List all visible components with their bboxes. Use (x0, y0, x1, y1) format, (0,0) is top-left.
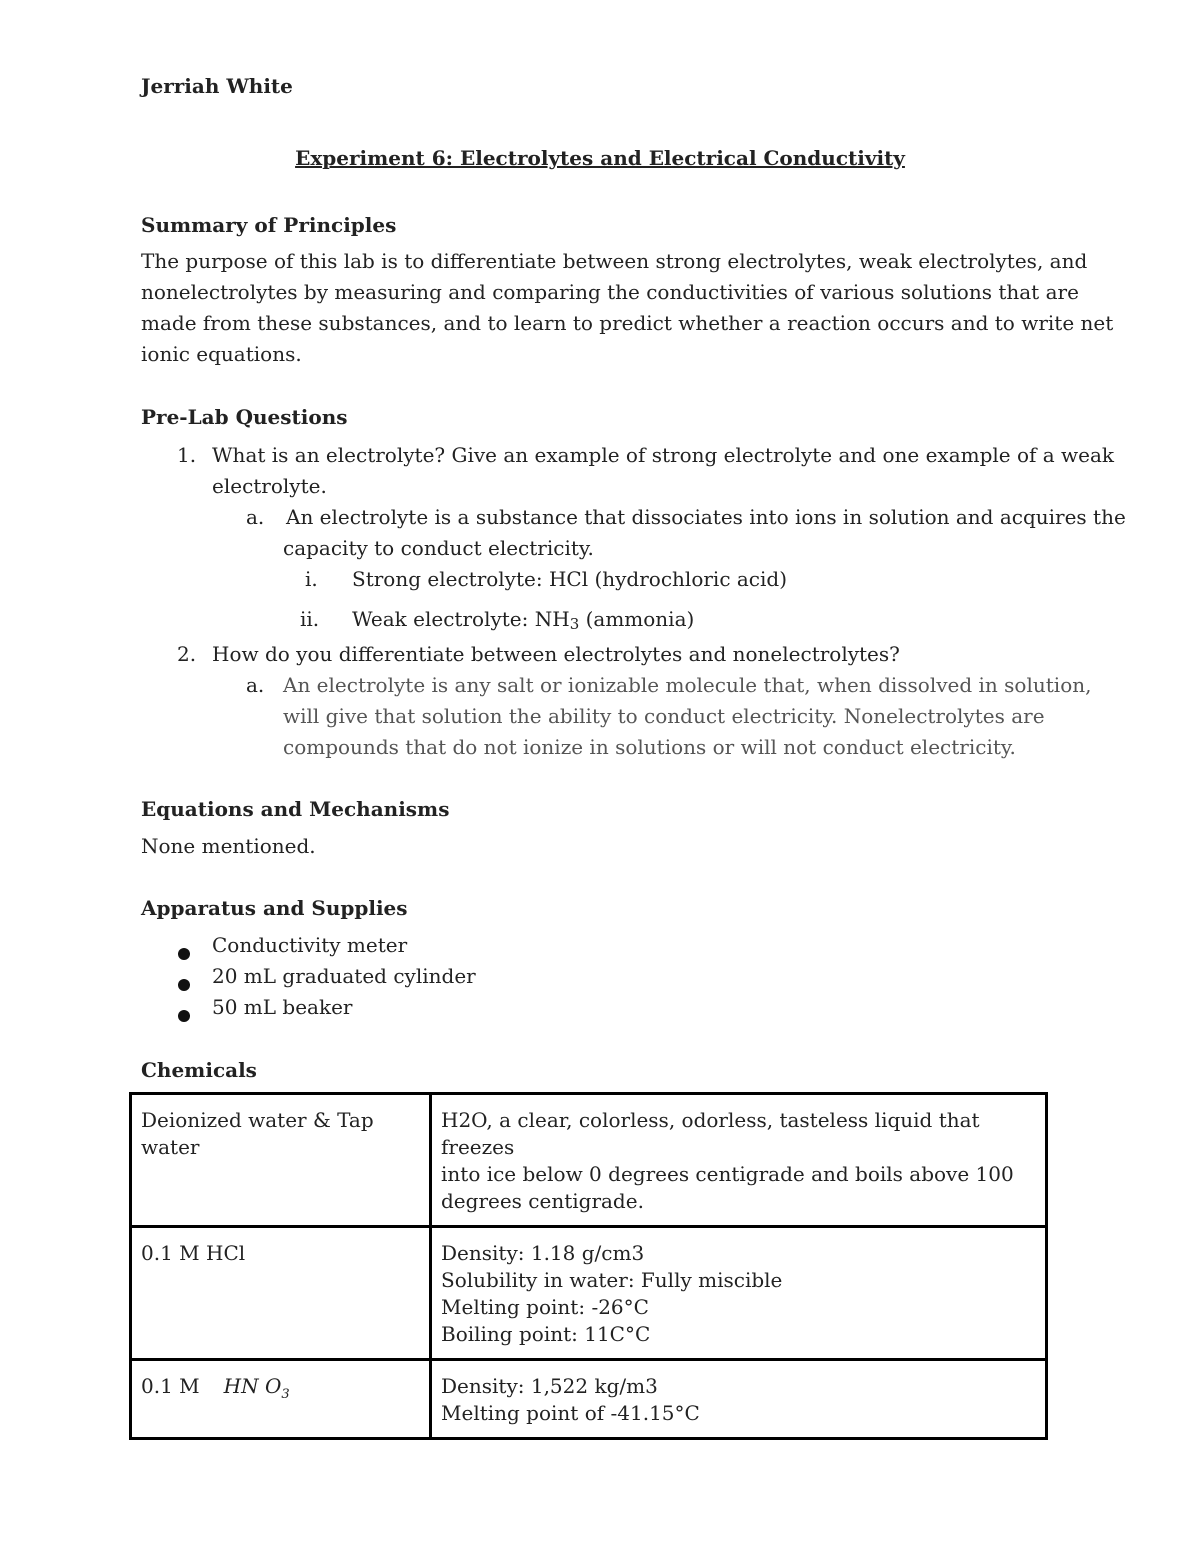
chemical-description-line: Density: 1,522 kg/m3 (441, 1374, 658, 1398)
table-row (131, 1360, 1047, 1439)
summary-line-4: ionic equations. (141, 342, 302, 366)
equations-text: None mentioned. (141, 834, 316, 858)
apparatus-item: Conductivity meter (212, 933, 408, 957)
chemical-description-line: Boiling point: 11C°C (441, 1322, 651, 1346)
chemical-name-line: Deionized water & Tap (141, 1108, 374, 1132)
question-2-line-1: How do you differentiate between electrolytes and nonelectrolytes? (212, 642, 900, 666)
answer-1a-line-1: An electrolyte is a substance that dissociates into ions in solution and acquires the (286, 505, 1126, 529)
bullet-icon (178, 1003, 190, 1027)
answer-1a-i-marker: i. (305, 567, 318, 591)
answer-1a-i-text: Strong electrolyte: HCl (hydrochloric acid) (352, 567, 787, 591)
chemical-description-cell (431, 1227, 1047, 1360)
chemical-name-cell (131, 1360, 431, 1439)
chemical-name-cell (131, 1227, 431, 1360)
chemical-name-line: water (141, 1135, 200, 1159)
apparatus-heading: Apparatus and Supplies (141, 896, 408, 920)
author-name: Jerriah White (141, 74, 293, 98)
chemical-description-cell (431, 1094, 1047, 1227)
table-row (131, 1227, 1047, 1360)
table-row (131, 1094, 1047, 1227)
document-title: Experiment 6: Electrolytes and Electrical Conductivity (295, 146, 905, 170)
answer-1a-ii-text: Weak electrolyte: $NH_3$ (ammonia) (352, 607, 695, 633)
chemicals-table (129, 1092, 1048, 1440)
chemical-description-line: H2O, a clear, colorless, odorless, tasteless liquid that freezes (441, 1108, 980, 1159)
chemical-description-line: Density: 1.18 g/cm3 (441, 1241, 645, 1265)
equations-heading: Equations and Mechanisms (141, 797, 450, 821)
chemical-name-line: 0.1 M HCl (141, 1241, 246, 1265)
summary-line-1: The purpose of this lab is to differentiate between strong electrolytes, weak electrolytes, and (141, 249, 1088, 273)
question-1-line-2: electrolyte. (212, 474, 327, 498)
prelab-heading: Pre-Lab Questions (141, 405, 348, 429)
chemical-description-cell (431, 1360, 1047, 1439)
chemical-description-line: Solubility in water: Fully miscible (441, 1268, 783, 1292)
answer-1a-ii-marker: ii. (300, 607, 320, 631)
question-1-number: 1. (177, 443, 197, 467)
question-2-number: 2. (177, 642, 197, 666)
chemical-description-line: Melting point of -41.15°C (441, 1401, 700, 1425)
chemical-name-cell (131, 1094, 431, 1227)
answer-2a-line-2: will give that solution the ability to conduct electricity. Nonelectrolytes are (283, 704, 1045, 728)
apparatus-item: 20 mL graduated cylinder (212, 964, 476, 988)
question-1-line-1: What is an electrolyte? Give an example of strong electrolyte and one example of a weak (212, 443, 1115, 467)
bullet-icon (178, 972, 190, 996)
summary-line-3: made from these substances, and to learn to predict whether a reaction occurs and to write net (141, 311, 1114, 335)
chemical-name-prefix: 0.1 M (141, 1374, 200, 1398)
answer-1a-marker: a. (246, 505, 265, 529)
summary-heading: Summary of Principles (141, 213, 397, 237)
chemical-description-line: into ice below 0 degrees centigrade and boils above 100 (441, 1162, 1014, 1186)
summary-line-2: nonelectrolytes by measuring and comparing the conductivities of various solutions that are (141, 280, 1079, 304)
answer-2a-marker: a. (246, 673, 265, 697)
chemical-formula: HN $O_3$ (223, 1374, 290, 1402)
bullet-icon (178, 941, 190, 965)
answer-1a-line-2: capacity to conduct electricity. (283, 536, 594, 560)
chemical-description-line: Melting point: -26°C (441, 1295, 649, 1319)
answer-2a-line-1: An electrolyte is any salt or ionizable molecule that, when dissolved in solution, (283, 673, 1092, 697)
chemical-description-line: degrees centigrade. (441, 1189, 644, 1213)
apparatus-item: 50 mL beaker (212, 995, 353, 1019)
chemicals-heading: Chemicals (141, 1058, 257, 1082)
answer-2a-line-3: compounds that do not ionize in solutions or will not conduct electricity. (283, 735, 1016, 759)
